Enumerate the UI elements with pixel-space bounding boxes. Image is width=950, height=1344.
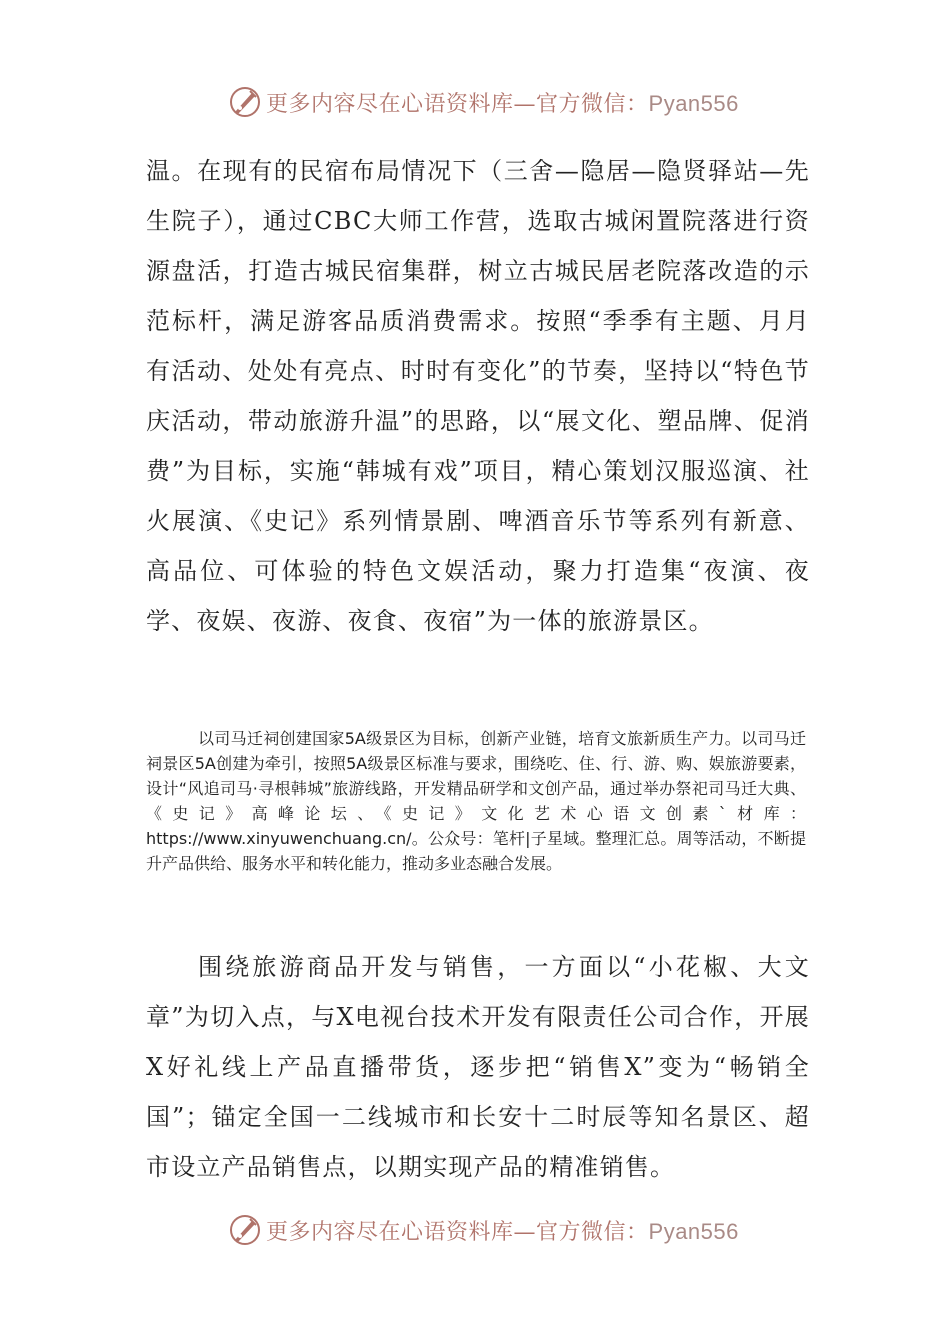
paragraph-1: 温。在现有的民宿布局情况下（三舍—隐居—隐贤驿站—先生院子），通过CBC大师工作营，选取古城闲置院落进行资源盘活，打造古城民宿集群，树立古城民居老院落改造的示范标杆，满足游客品质消费需求。按照“季季有主题、月月有活动、处处有亮点、时时有变化”的节奏，坚持以“特色节庆活动，带动旅游升温”的思路，以“展文化、塑品牌、促消费”为目标，实施“韩城有戏”项目，精心策划汉服巡演、社火展演、《史记》系列情景剧、啤酒音乐节等系列有新意、高品位、可体验的特色文娱活动，聚力打造集“夜演、夜学、夜娱、夜游、夜食、夜宿”为一体的旅游景区。: [146, 157, 810, 635]
header-wechat-id: Pyan556: [648, 90, 739, 116]
paragraph-2: 以司马迁祠创建国家5A级景区为目标，创新产业链，培育文旅新质生产力。以司马迁祠景区5A创建为牵引，按照5A级景区标准与要求，围绕吃、住、行、游、购、娱旅游要素，设计“风追司马·寻根韩城”旅游线路，开发精品研学和文创产品，通过举办祭祀司马迁大典、《史记》高峰论坛、《史记》文化艺术心语文创素`材库：https://www.xinyuwenchuang.cn/。公众号：笔杆|子星域。整理汇总。周等活动，不断提升产品供给、服务水平和转化能力，推动多业态融合发展。: [146, 729, 806, 873]
footer-banner-text: 更多内容尽在心语资料库—官方微信：Pyan556: [266, 1218, 739, 1245]
footer-banner: [228, 1210, 788, 1250]
pen-nib-logo-icon: [228, 85, 262, 119]
header-banner-text: 更多内容尽在心语资料库—官方微信：Pyan556: [266, 90, 739, 117]
footer-wechat-id: Pyan556: [648, 1218, 739, 1244]
header-banner: [228, 82, 788, 122]
pen-nib-logo-icon: [228, 1213, 262, 1247]
paragraph-3: 围绕旅游商品开发与销售，一方面以“小花椒、大文章”为切入点，与X电视台技术开发有限责任公司合作，开展X好礼线上产品直播带货，逐步把“销售X”变为“畅销全国”；锚定全国一二线城市和长安十二时辰等知名景区、超市设立产品销售点，以期实现产品的精准销售。: [146, 953, 810, 1181]
